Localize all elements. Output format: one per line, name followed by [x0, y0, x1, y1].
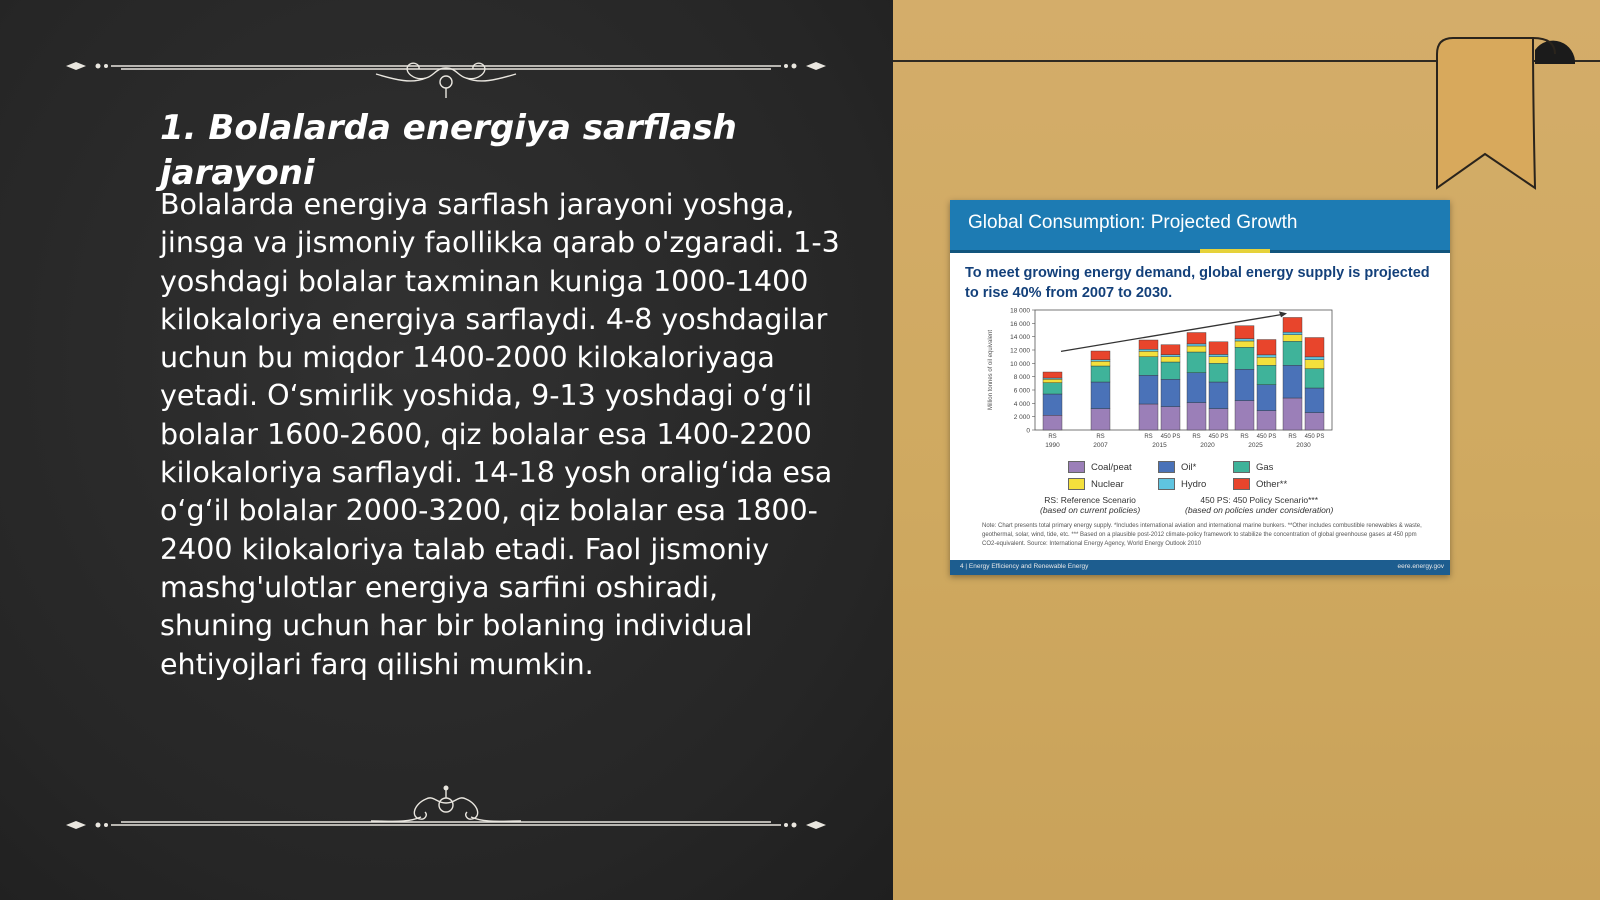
- y-tick-label: 0: [1026, 427, 1030, 435]
- bar-segment-nuclear: [1209, 357, 1228, 364]
- bar-scenario-label: RS: [1048, 434, 1057, 440]
- y-tick-label: 2 000: [1013, 414, 1030, 422]
- bar-segment-oil: [1043, 394, 1062, 415]
- y-tick-label: 10 000: [1010, 360, 1030, 368]
- legend-label: Oil*: [1181, 461, 1197, 473]
- bar-segment-oil: [1235, 369, 1254, 400]
- bar-scenario-label: 450 PS: [1304, 434, 1325, 440]
- y-tick-label: 16 000: [1010, 320, 1030, 328]
- legend-swatch: [1158, 461, 1175, 473]
- bar-segment-gas: [1139, 357, 1158, 376]
- legend-swatch: [1068, 478, 1085, 490]
- ps-scenario-title: 450 PS: 450 Policy Scenario***: [1200, 495, 1319, 505]
- bar-segment-other: [1235, 326, 1254, 339]
- legend-label: Gas: [1256, 461, 1274, 473]
- bar-segment-oil: [1305, 388, 1324, 413]
- chart-note: Note: Chart presents total primary energy supply. *Includes international aviation and international marine bunkers. **Other includes combustible renewables & waste, geothermal, solar, wind, tide, etc. *** Based on a plausible post-2012 climate-policy framework to stabilize the concentration of global greenhouse gases at 450 ppm CO2-equivalent. Source: International Energy Agency, World Energy Outlook 2010: [982, 523, 1422, 547]
- legend-label: Coal/peat: [1091, 461, 1132, 473]
- bar-segment-gas: [1257, 365, 1276, 384]
- legend-item: [1233, 478, 1287, 490]
- x-category-label: 2030: [1296, 442, 1311, 449]
- legend-label: Hydro: [1181, 478, 1207, 490]
- x-category-label: 2025: [1248, 442, 1263, 449]
- legend-swatch: [1233, 461, 1250, 473]
- bottom-flourish-ornament: [66, 773, 826, 833]
- bar-segment-nuclear: [1091, 361, 1110, 366]
- bar-segment-oil: [1161, 379, 1180, 406]
- bar-segment-gas: [1209, 363, 1228, 382]
- bar-segment-gas: [1235, 347, 1254, 369]
- bar-segment-other: [1209, 342, 1228, 355]
- bar-segment-nuclear: [1139, 351, 1158, 356]
- body-paragraph: Bolalarda energiya sarflash jarayoni yoshga, jinsga va jismoniy faollikka qarab o'zgaradi. 1-3 yoshdagi bolalar taxminan kuniga 1000-1400 kilokaloriya energiya sarflaydi. 4-8 yoshdagilar uchun bu miqdor 1400-2000 kilokaloriyaga yetadi. O‘smirlik yoshida, 9-13 yoshdagi o‘g‘il bolalar 1600-2600, qiz bolalar esa 1400-2200 kilokaloriya sarflaydi. 14-18 yosh oralig‘ida esa o‘g‘il bolalar 2000-3200, qiz bolalar esa 1800-2400 kilokaloriya talab etadi. Faol jismoniy mashg'ulotlar energiya sarfini oshiradi, shuning uchun har bir bolaning individual ehtiyojlari farq qilishi mumkin.: [160, 188, 840, 681]
- bar-segment-nuclear: [1043, 379, 1062, 382]
- bar-scenario-label: RS: [1240, 434, 1249, 440]
- bar-segment-oil: [1187, 373, 1206, 403]
- stacked-bar-chart: [950, 305, 1450, 460]
- legend-item: [1158, 461, 1196, 473]
- bar-segment-gas: [1043, 383, 1062, 394]
- chart-header: [950, 200, 1450, 253]
- bar-segment-gas: [1161, 362, 1180, 379]
- bar-scenario-label: RS: [1096, 434, 1105, 440]
- chart-image-card: [950, 200, 1450, 575]
- y-tick-label: 8 000: [1013, 374, 1030, 382]
- bar-scenario-label: RS: [1192, 434, 1201, 440]
- legend-item: [1233, 461, 1273, 473]
- legend-swatch: [1068, 461, 1085, 473]
- bar-segment-other: [1283, 317, 1302, 332]
- bar-scenario-label: RS: [1144, 434, 1153, 440]
- bar-segment-other: [1305, 338, 1324, 357]
- chart-footer-left: 4 | Energy Efficiency and Renewable Energy: [960, 563, 1089, 570]
- bar-segment-other: [1187, 333, 1206, 344]
- y-tick-label: 6 000: [1013, 387, 1030, 395]
- bar-segment-hydro: [1283, 332, 1302, 335]
- rs-scenario-label: [1040, 495, 1140, 515]
- bar-segment-coalpeat: [1257, 411, 1276, 430]
- bar-segment-oil: [1283, 365, 1302, 398]
- bar-segment-hydro: [1139, 349, 1158, 351]
- x-category-label: 2020: [1200, 442, 1215, 449]
- bar-segment-gas: [1091, 366, 1110, 382]
- legend-swatch: [1233, 478, 1250, 490]
- bar-segment-nuclear: [1161, 357, 1180, 362]
- bar-segment-other: [1043, 372, 1062, 378]
- bar-segment-hydro: [1257, 355, 1276, 357]
- bar-segment-coalpeat: [1209, 409, 1228, 430]
- slide-title: 1. Bolalarda energiya sarflash jarayoni: [160, 108, 737, 193]
- rs-scenario-title: RS: Reference Scenario: [1044, 495, 1136, 505]
- bar-segment-coalpeat: [1091, 409, 1110, 430]
- bar-segment-nuclear: [1283, 335, 1302, 342]
- bar-segment-hydro: [1209, 354, 1228, 356]
- y-axis-label: Million tonnes of oil equivalent: [988, 329, 994, 411]
- bar-segment-oil: [1139, 375, 1158, 404]
- bar-segment-coalpeat: [1187, 403, 1206, 430]
- chart-footer-right: eere.energy.gov: [1397, 563, 1444, 570]
- bar-segment-nuclear: [1235, 341, 1254, 347]
- bar-segment-hydro: [1043, 378, 1062, 379]
- bar-segment-other: [1139, 340, 1158, 349]
- bar-segment-hydro: [1187, 344, 1206, 346]
- bar-segment-hydro: [1235, 339, 1254, 341]
- chart-title: Global Consumption: Projected Growth: [968, 212, 1298, 233]
- bar-segment-hydro: [1161, 355, 1180, 357]
- x-category-label: 2007: [1093, 442, 1108, 449]
- bar-segment-hydro: [1305, 357, 1324, 360]
- bar-segment-other: [1161, 345, 1180, 355]
- legend-swatch: [1158, 478, 1175, 490]
- bar-segment-gas: [1305, 369, 1324, 388]
- y-tick-label: 14 000: [1010, 334, 1030, 342]
- bar-segment-hydro: [1091, 360, 1110, 362]
- bar-scenario-label: 450 PS: [1208, 434, 1229, 440]
- bar-segment-gas: [1187, 352, 1206, 373]
- chart-subtitle: To meet growing energy demand, global energy supply is projected to rise 40% from 2007 to 2030.: [965, 265, 1430, 301]
- bar-segment-oil: [1091, 382, 1110, 409]
- ps-scenario-subtitle: (based on policies under consideration): [1185, 505, 1334, 515]
- y-tick-label: 12 000: [1010, 347, 1030, 355]
- x-category-label: 1990: [1045, 442, 1060, 449]
- bar-scenario-label: 450 PS: [1160, 434, 1181, 440]
- bar-segment-coalpeat: [1235, 401, 1254, 430]
- bookmark-ribbon-icon: [1435, 36, 1575, 201]
- bar-scenario-label: 450 PS: [1256, 434, 1277, 440]
- bar-segment-nuclear: [1305, 360, 1324, 369]
- top-flourish-ornament: [66, 38, 826, 98]
- chart-footer: [950, 560, 1450, 575]
- legend-item: [1158, 478, 1206, 490]
- legend-item: [1068, 461, 1132, 473]
- bar-segment-oil: [1209, 382, 1228, 409]
- y-tick-label: 18 000: [1010, 307, 1030, 315]
- legend-label: Nuclear: [1091, 478, 1124, 490]
- bar-segment-gas: [1283, 341, 1302, 365]
- chart-header-accent: [1200, 249, 1270, 253]
- bar-segment-nuclear: [1187, 346, 1206, 352]
- bar-segment-coalpeat: [1161, 407, 1180, 430]
- bar-segment-other: [1257, 340, 1276, 355]
- bar-segment-oil: [1257, 385, 1276, 411]
- ps-scenario-label: [1185, 495, 1333, 515]
- bar-segment-coalpeat: [1283, 398, 1302, 430]
- bar-segment-coalpeat: [1305, 413, 1324, 430]
- bar-scenario-label: RS: [1288, 434, 1297, 440]
- bar-segment-other: [1091, 351, 1110, 360]
- bar-segment-nuclear: [1257, 357, 1276, 365]
- x-category-label: 2015: [1152, 442, 1167, 449]
- legend-label: Other**: [1256, 478, 1288, 490]
- bar-segment-coalpeat: [1139, 404, 1158, 430]
- bar-segment-coalpeat: [1043, 415, 1062, 430]
- y-tick-label: 4 000: [1013, 400, 1030, 408]
- rs-scenario-subtitle: (based on current policies): [1040, 505, 1141, 515]
- legend-item: [1068, 478, 1124, 490]
